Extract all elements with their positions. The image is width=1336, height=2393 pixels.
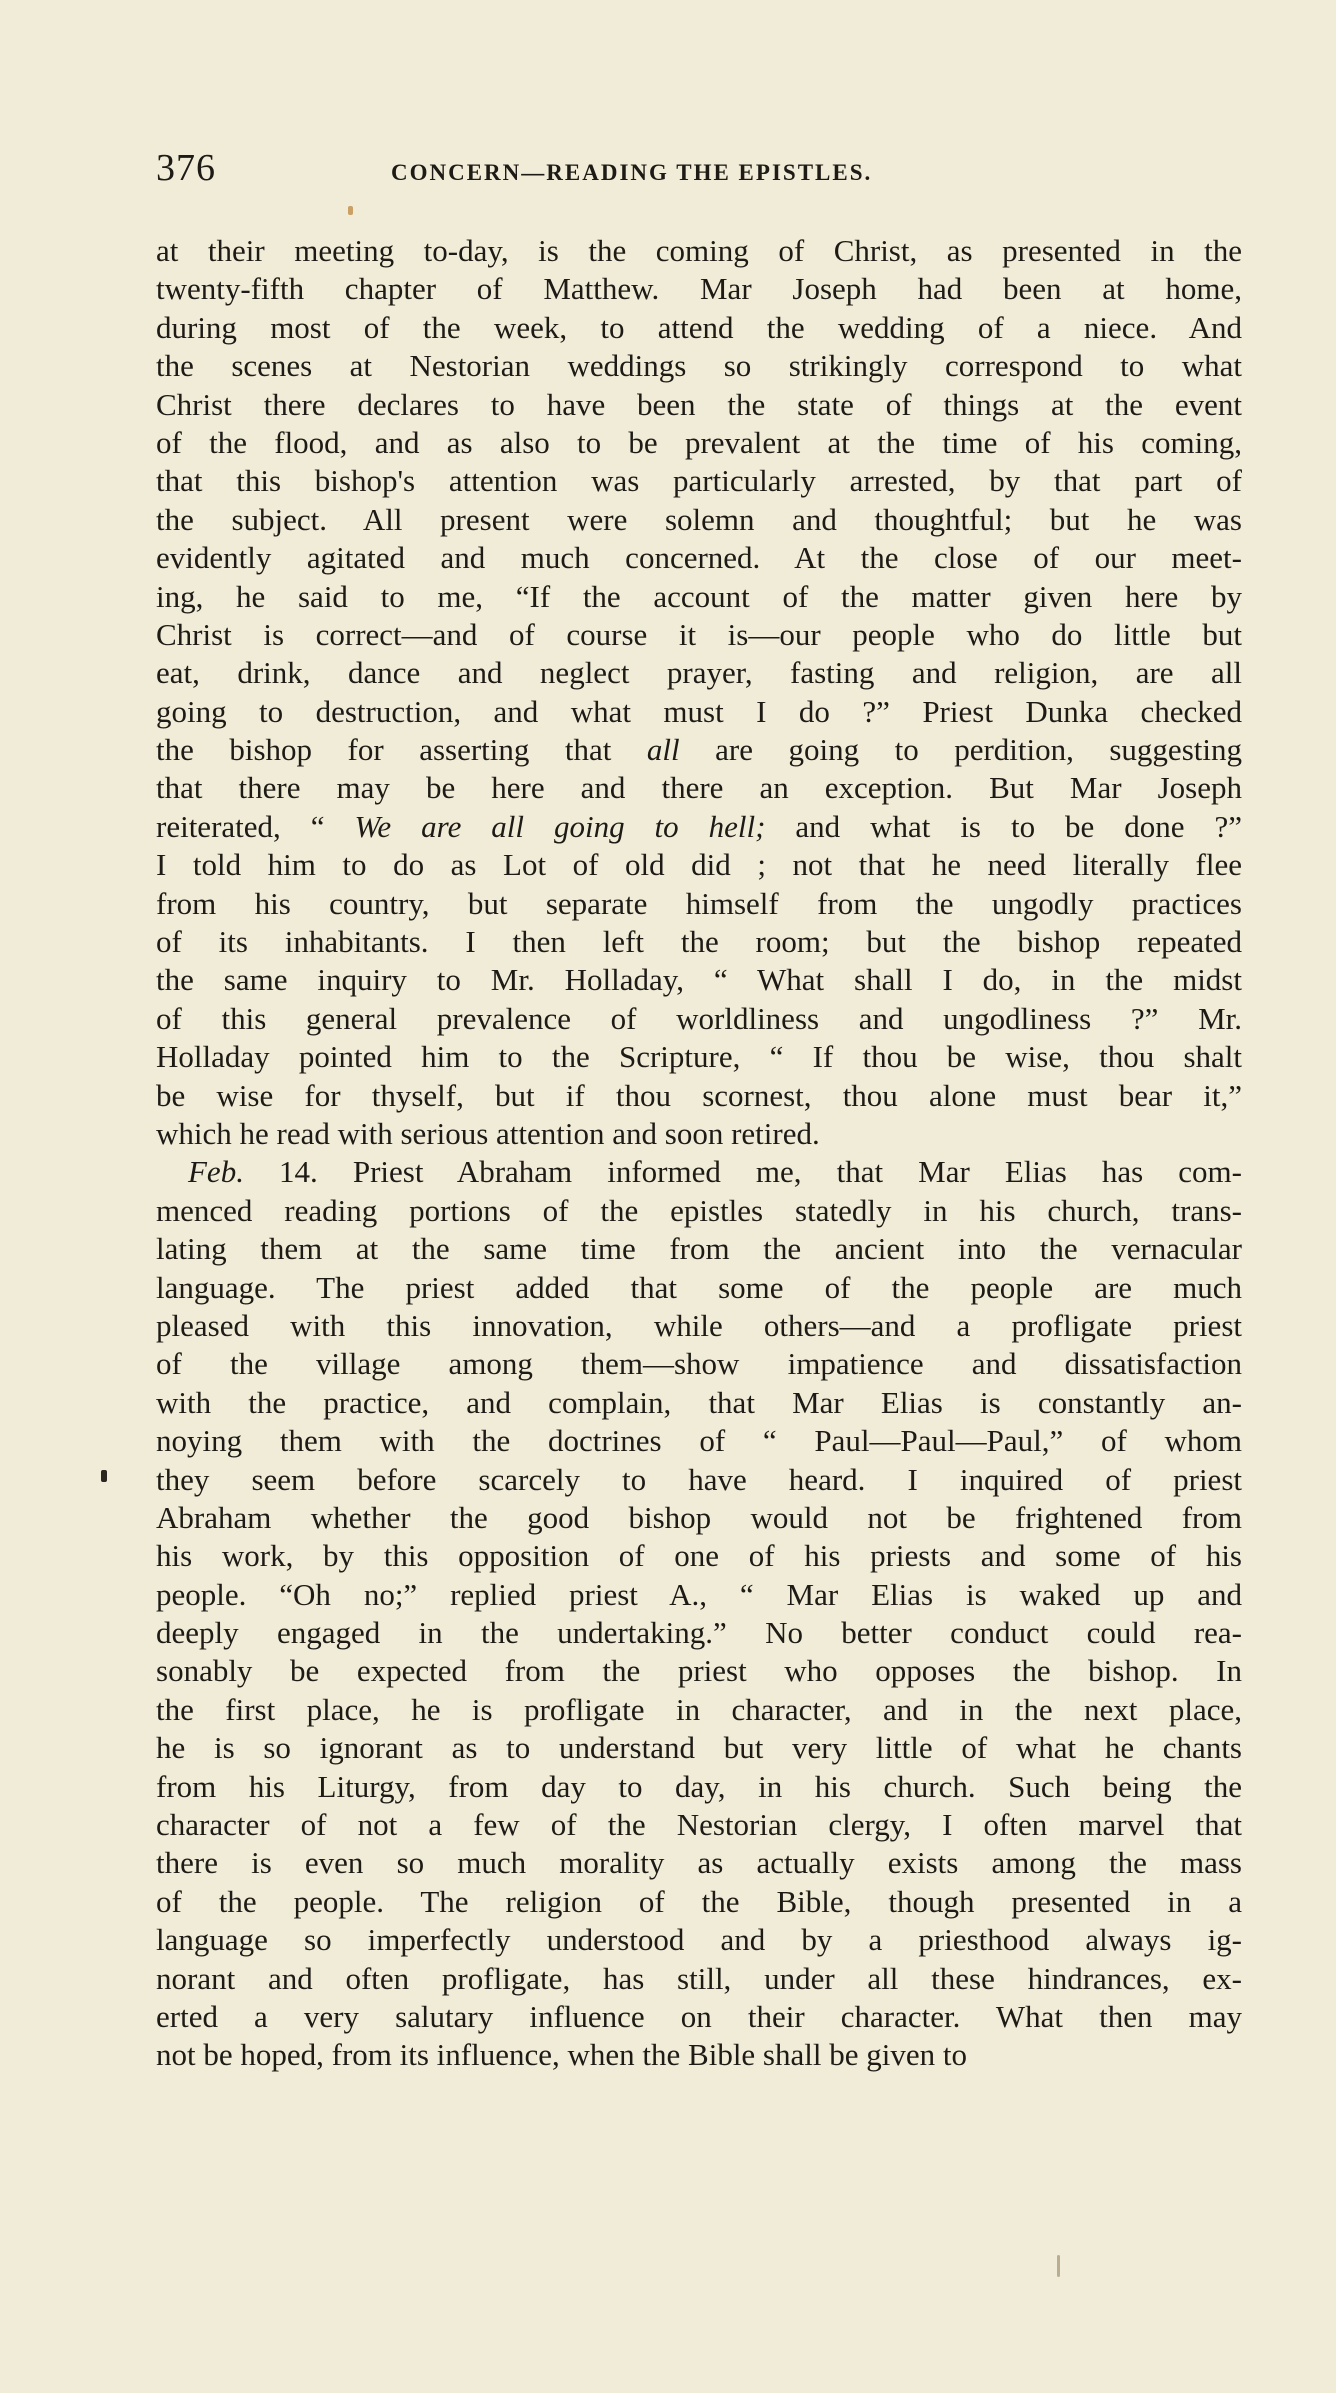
text-line: pleased with this innovation, while others—and a profligate priest — [156, 1307, 1242, 1343]
text-line: going to destruction, and what must I do ?” Priest Dunka checked — [156, 693, 1242, 729]
text-line: which he read with serious attention and soon retired. — [156, 1115, 820, 1151]
text-line: twenty-fifth chapter of Matthew. Mar Joseph had been at home, — [156, 271, 1242, 307]
text-line: menced reading portions of the epistles statedly in his church, trans- — [156, 1192, 1242, 1228]
text-line: at their meeting to-day, is the coming of Christ, as presented in the — [156, 233, 1242, 268]
text-line: language. The priest added that some of the people are much — [156, 1269, 1242, 1305]
running-head: CONCERN—READING THE EPISTLES. — [391, 160, 873, 185]
text-line: the same inquiry to Mr. Holladay, “ What shall I do, in the midst — [156, 962, 1242, 998]
text-line: the bishop for asserting that all are going to perdition, suggesting — [156, 732, 1242, 768]
text-line: erted a very salutary influence on their character. What then may — [156, 1998, 1242, 2034]
text-line: language so imperfectly understood and by a priesthood always ig- — [156, 1922, 1242, 1958]
text-line: of this general prevalence of worldliness and ungodliness ?” Mr. — [156, 1000, 1242, 1036]
text-line: people. “Oh no;” replied priest A., “ Mar Elias is waked up and — [156, 1576, 1242, 1612]
text-line: during most of the week, to attend the wedding of a niece. And — [156, 309, 1242, 345]
text-line: sonably be expected from the priest who opposes the bishop. In — [156, 1653, 1242, 1689]
page-number: 376 — [156, 147, 216, 189]
text-line: Christ there declares to have been the state of things at the event — [156, 386, 1242, 422]
text-line: I told him to do as Lot of old did ; not that he need literally flee — [156, 847, 1242, 883]
text-line: from his country, but separate himself from the ungodly practices — [156, 885, 1242, 921]
text-line: evidently agitated and much concerned. At the close of our meet- — [156, 540, 1242, 576]
text-line: the subject. All present were solemn and thoughtful; but he was — [156, 501, 1242, 537]
text-line: of the flood, and as also to be prevalent at the time of his coming, — [156, 424, 1242, 460]
text-line: that there may be here and there an exception. But Mar Joseph — [156, 770, 1242, 806]
text-line: Holladay pointed him to the Scripture, “ If thou be wise, thou shalt — [156, 1039, 1242, 1075]
italic-emphasis: all — [646, 732, 680, 768]
text-line: eat, drink, dance and neglect prayer, fasting and religion, are all — [156, 655, 1242, 691]
text-line: from his Liturgy, from day to day, in his church. Such being the — [156, 1768, 1242, 1804]
text-line: be wise for thyself, but if thou scornest, thou alone must bear it,” — [156, 1077, 1242, 1113]
text-line: reiterated, “ We are all going to hell; and what is to be done ?” — [156, 808, 1242, 844]
text-line: noying them with the doctrines of “ Paul—Paul—Paul,” of whom — [156, 1423, 1242, 1459]
text-line: Christ is correct—and of course it is—our people who do little but — [156, 616, 1242, 652]
body-text — [156, 232, 1242, 2075]
italic-emphasis: Feb. — [188, 1154, 244, 1190]
ink-speck — [348, 206, 353, 215]
text-line: deeply engaged in the undertaking.” No better conduct could rea- — [156, 1615, 1242, 1651]
paper-blemish — [1057, 2255, 1060, 2277]
text-line: his work, by this opposition of one of his priests and some of his — [156, 1538, 1242, 1574]
text-line: not be hoped, from its influence, when the Bible shall be given to — [156, 2037, 967, 2073]
text-line: that this bishop's attention was particularly arrested, by that part of — [156, 463, 1242, 499]
page-header — [156, 146, 1236, 196]
text-line: of its inhabitants. I then left the room; but the bishop repeated — [156, 924, 1242, 960]
text-line: ing, he said to me, “If the account of the matter given here by — [156, 578, 1242, 614]
text-line: Feb. 14. Priest Abraham informed me, that Mar Elias has com- — [188, 1154, 1242, 1190]
text-line: the scenes at Nestorian weddings so strikingly correspond to what — [156, 348, 1242, 384]
text-line: character of not a few of the Nestorian clergy, I often marvel that — [156, 1807, 1242, 1843]
text-line: with the practice, and complain, that Mar Elias is constantly an- — [156, 1384, 1242, 1420]
text-line: lating them at the same time from the ancient into the vernacular — [156, 1231, 1242, 1267]
text-line: of the people. The religion of the Bible, though presented in a — [156, 1883, 1242, 1919]
italic-emphasis: We are all going to hell; — [354, 808, 766, 844]
text-line: norant and often profligate, has still, under all these hindrances, ex- — [156, 1960, 1242, 1996]
text-line: the first place, he is profligate in character, and in the next place, — [156, 1691, 1242, 1727]
text-line: of the village among them—show impatience and dissatisfaction — [156, 1346, 1242, 1382]
text-line: Abraham whether the good bishop would not be frightened from — [156, 1499, 1242, 1535]
text-line: there is even so much morality as actually exists among the mass — [156, 1845, 1242, 1881]
margin-mark — [101, 1470, 107, 1482]
text-line: they seem before scarcely to have heard. I inquired of priest — [156, 1461, 1242, 1497]
text-line: he is so ignorant as to understand but very little of what he chants — [156, 1730, 1242, 1766]
